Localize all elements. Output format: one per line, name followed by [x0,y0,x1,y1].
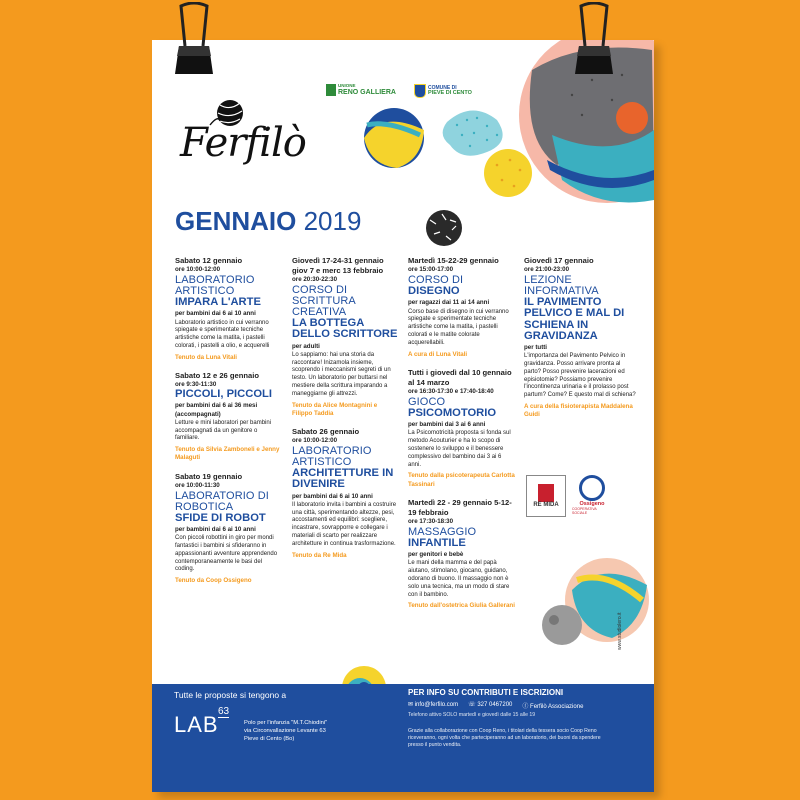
venue-logo: LAB 63 [174,706,230,737]
event-time: ore 10:00-12:00 [175,266,221,274]
binder-clip-left [171,2,217,80]
event-time: ore 17:30-18:30 [408,517,454,525]
ossigeno-mark-icon [579,475,605,501]
event-date: Sabato 26 gennaio [292,426,360,436]
event [292,256,398,418]
contacts [408,701,583,710]
event-credit: Tenuto da Coop Ossigeno [175,577,252,585]
yellow-ball [484,149,532,197]
info-title: PER INFO SU CONTRIBUTI E ISCRIZIONI [408,688,564,697]
event-description: Il laboratorio invita i bambini a costruire una città, sperimentando altezze, pesi, accostamenti ed equilibri: scegliere, incastrare, sovrapporre e collegare i materiali di scarto per realizzare architetture in continua trasformazione. [292,501,397,547]
event-credit: A cura di Luna Vitali [408,350,468,358]
partner-logo-pieve-di-cento: COMUNE DI PIEVE DI CENTO [414,84,472,98]
event-title: ARCHITETTURE IN DIVENIRE [292,467,394,491]
event-audience: per bambini dai 6 ai 10 anni [175,310,256,318]
event-time: ore 16:30-17:30 e 17:40-18:40 [408,387,494,395]
event-time: ore 21:00-23:00 [524,266,570,274]
event-audience: per ragazzi dai 11 ai 14 anni [408,299,490,307]
event-audience: per bambini dai 6 ai 10 anni [175,525,256,533]
page-title: GENNAIO 2019 [175,206,362,236]
column-3 [408,256,516,620]
event [408,498,516,611]
event-date: Sabato 19 gennaio [175,471,243,481]
event-date: Martedì 22 - 29 gennaio 5-12-19 febbraio [408,497,512,517]
event-description: L'importanza del Pavimento Pelvico in gravidanza. Posso arrivare pronta al parto? Posso prevenire lacerazioni ed episiotomie? Possiamo prevenire l'incontinenza urinaria e il prolasso post partum? Come? E questo mal di schiena? [524,353,636,399]
facebook-link[interactable]: ⓕ Ferfilò Associazione [522,704,584,710]
footer [152,684,654,792]
event-audience: per tutti [524,344,548,352]
event-description: Corso base di disegno in cui verranno spiegate e sperimentate tecniche artistiche come la matita, i pastelli colorati e le matite colorate acquerellabili. [408,308,509,346]
event-category: LABORATORIO DI ROBOTICA [175,489,269,513]
event-title: LA BOTTEGA DELLO SCRITTORE [292,317,398,341]
teal-dotted-blob [443,110,503,155]
event-audience: per bambini dai 3 ai 6 anni [408,421,486,429]
event-time: ore 10:00-11:30 [175,481,220,489]
event-credit: Tenuto dall'ostetrica Giulia Gallerani [408,602,515,610]
dark-patterned-circle [426,210,462,246]
reno-galliera-icon [326,84,336,96]
event-category: LABORATORIO ARTISTICO [292,445,372,469]
event-title: DISEGNO [408,285,460,298]
event [408,368,516,489]
event-audience: per bambini dai 6 ai 36 mesi (accompagnati) [175,402,258,418]
event [175,371,282,463]
ferfilo-logo: Ferfilò [180,120,306,166]
yellow-blue-circle [364,108,424,168]
event [292,427,398,560]
event-time: ore 15:00-17:00 [408,266,454,274]
column-2 [292,256,398,569]
event-time: ore 10:00-12:00 [292,436,338,444]
crest-icon [414,84,426,98]
event-category: LEZIONE INFORMATIVA [524,274,599,298]
remida-mark-icon [538,484,554,502]
email-link[interactable]: ✉ info@ferfilo.com [408,702,459,708]
event-audience: per bambini dai 6 ai 10 anni [292,492,373,500]
event-description: Letture e mini laboratori per bambini accompagnati da un genitore o familiare. [175,419,272,442]
phone-icon: ☏ [468,702,478,708]
event-title: IMPARA L'ARTE [175,296,261,309]
event-date: Giovedì 17-24-31 gennaio giov 7 e merc 13 febbraio [292,256,384,276]
event-title: INFANTILE [408,536,466,549]
remida-logo: RE MIDA [526,475,566,517]
facebook-icon: ⓕ [522,704,531,710]
event-audience: per adulti [292,342,320,350]
event [408,256,516,359]
partner-logo-reno-galliera: UNIONE RENO GALLIERA [326,84,396,96]
binder-clip-right [571,2,617,80]
event-category: LABORATORIO ARTISTICO [175,274,255,298]
event-title: SFIDE DI ROBOT [175,511,266,524]
column-4 [524,256,638,428]
phone-link[interactable]: ☏ 327 0467200 [468,702,513,708]
poster [152,40,654,792]
venue-address: Polo per l'infanzia "M.T.Chiodini" via Circonvallazione Levante 63 Pieve di Cento (Bo) [244,720,328,742]
event-title: IL PAVIMENTO PELVICO E MAL DI SCHIENA IN GRAVIDANZA [524,296,625,342]
ossigeno-logo: Ossigeno COOPERATIVA SOCIALE [572,475,612,515]
event-category: CORSO DI [408,274,464,287]
event-date: Sabato 12 gennaio [175,256,243,265]
event-title: PSICOMOTORIO [408,406,497,419]
mail-icon: ✉ [408,702,415,708]
event [175,472,282,586]
event-category: GIOCO [408,395,446,408]
side-credit: www.studiolero.it [617,612,623,650]
bottom-right-illustration [542,558,649,645]
event-description: La Psicomotricità proposta si fonda sul metodo Acouturier e ha lo scopo di sostenere lo sviluppo e il benessere complessivo del bambino dai 3 ai 6 anni. [408,430,511,468]
venue-intro: Tutte le proposte si tengono a [174,690,287,700]
event-date: Sabato 12 e 26 gennaio [175,370,259,380]
coop-thanks: Grazie alla collaborazione con Coop Reno, i titolari della tessera socio Coop Reno riceveranno, ogni volta che parteciperanno ad un laboratorio, dei buoni da spendere presso il punto vendita. [408,728,601,749]
event-audience: per genitori e bebè [408,551,464,559]
lab-circle [342,666,386,684]
event-description: Laboratorio artistico in cui verranno spiegate e sperimentate tecniche artistiche come la matita, i pastelli colorati, i pastelli a olio, e acquerelli [175,319,270,349]
event [524,256,638,419]
event-credit: Tenuto da Luna Vitali [175,353,237,361]
event-credit: A cura della fisioterapista Maddalena Guidi [524,402,633,419]
event-date: Tutti i giovedì dal 10 gennaio al 14 marzo [408,367,512,387]
event-credit: Tenuto da Silvia Zamboneli e Jenny Malaguti [175,446,280,462]
event-credit: Tenuto da Re Mida [292,551,347,559]
column-1 [175,256,282,594]
event-category: MASSAGGIO [408,525,477,538]
phone-hours: Telefono attivo SOLO martedì e giovedì dalle 15 alle 19 [408,712,536,718]
event-date: Martedì 15-22-29 gennaio [408,256,499,265]
event-title: PICCOLI, PICCOLI [175,388,272,401]
event-description: Con piccoli robottini in giro per mondi fantastici i bambini si sfideranno in appassionanti avventure apprendendo contemporaneamente le basi del coding. [175,535,278,573]
event-credit: Tenuto da Alice Montagnini e Filippo Taddia [292,401,378,417]
event-time: ore 20:30-22:30 [292,276,338,284]
event-time: ore 9:30-11:30 [175,380,217,388]
event-date: Giovedì 17 gennaio [524,256,594,265]
event-credit: Tenuto dalla psicoterapeuta Carlotta Tassinari [408,472,515,488]
event-description: Lo sappiamo: hai una storia da raccontare! Inizamola insieme, scoprendo i meccanismi segreti di un testo. Un laboratorio per buttarsi nel mestiere della scrittura imparando a maneggiarne gli attrezzi. [292,351,391,397]
event-description: Le mani della mamma e del papà aiutano, stimolano, giocano, guidano, odorano di buono. Il massaggio non è solo una tecnica, ma un modo di stare con il bambino. [408,560,510,598]
event-category: CORSO DI SCRITTURA CREATIVA [292,284,356,319]
event [175,256,282,362]
